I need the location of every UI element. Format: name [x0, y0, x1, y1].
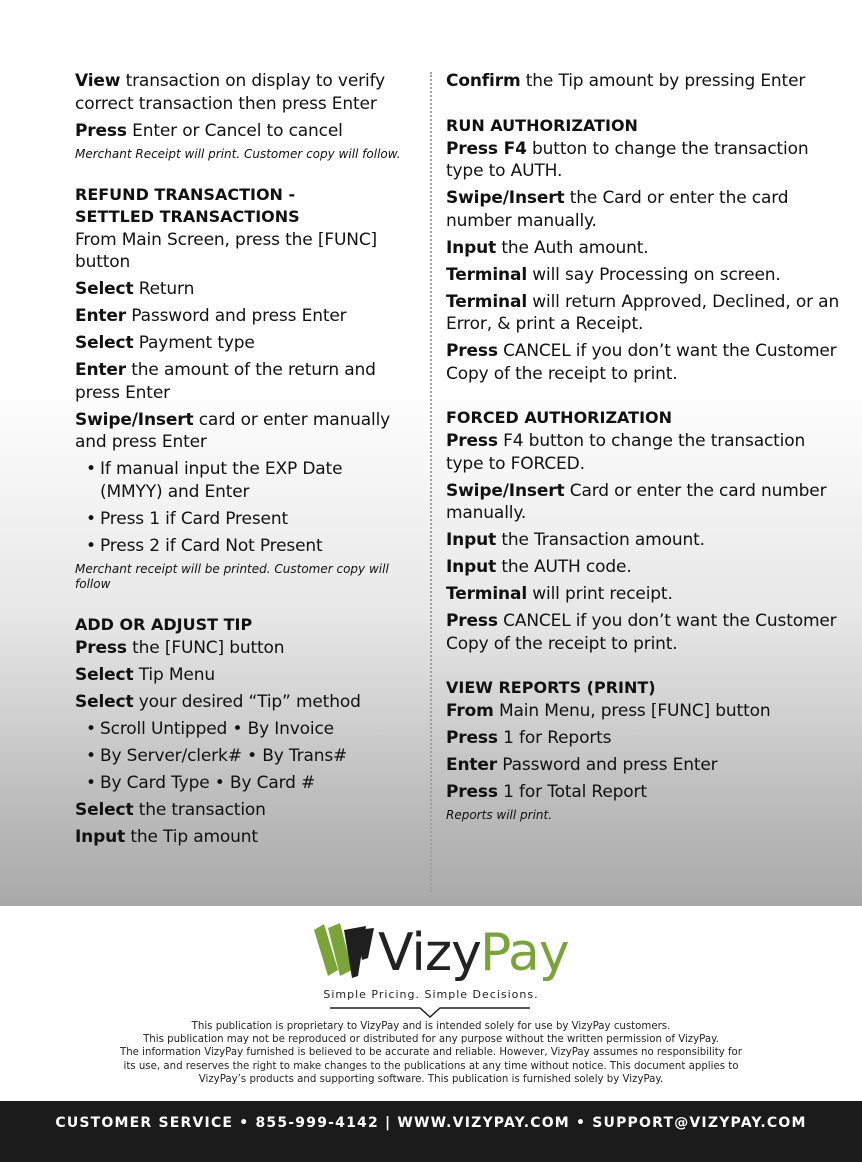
refund-bullet: • If manual input the EXP Date (MMYY) and Enter	[86, 459, 343, 502]
tip-bullet: • By Server/clerk# • By Trans#	[86, 745, 348, 766]
tip-step: Input the Tip amount	[75, 826, 258, 847]
tip-bullet: • Scroll Untipped • By Invoice	[86, 718, 334, 739]
forced-auth-step: Press CANCEL if you don’t want the Customer Copy of the receipt to print.	[446, 611, 837, 654]
run-auth-step: Press F4 button to change the transaction type to AUTH.	[446, 138, 809, 181]
tip-step: Press the [FUNC] button	[75, 637, 285, 658]
contact-info: CUSTOMER SERVICE • 855-999-4142 | WWW.VIZYPAY.COM • SUPPORT@VIZYPAY.COM	[55, 1115, 807, 1131]
legal-notice: This publication is proprietary to VizyPay and is intended solely for use by VizyPay customers. This publication may not be reproduced or distributed for any purpose without the written permission of VizyPay. The information VizyPay furnished is believed to be accurate and reliable. However, VizyPay assumes no responsibility for its use, and reserves the right to make changes to the publications at any time without notice. This document applies to VizyPay’s products and supporting software. This publication is furnished solely by VizyPay.	[120, 1021, 742, 1085]
tagline: Simple Pricing. Simple Decisions.	[323, 988, 539, 1001]
refund-heading: REFUND TRANSACTION - SETTLED TRANSACTIONS	[75, 184, 300, 226]
reports-step: Press 1 for Reports	[446, 728, 612, 748]
tip-step: Select the transaction	[75, 799, 266, 820]
refund-intro: From Main Screen, press the [FUNC] button	[75, 229, 378, 272]
right-column	[446, 70, 841, 827]
refund-step: Enter Password and press Enter	[75, 306, 347, 326]
reports-step: Enter Password and press Enter	[446, 755, 718, 775]
confirm-step: Confirm the Tip amount by pressing Enter	[446, 71, 806, 91]
tip-heading: ADD OR ADJUST TIP	[75, 614, 253, 634]
card-stack-icon	[314, 923, 374, 978]
tip-step: Select Tip Menu	[75, 664, 215, 685]
reports-step: Press 1 for Total Report	[446, 782, 647, 802]
brand-name-pay: Pay	[480, 923, 569, 983]
reports-heading: VIEW REPORTS (PRINT)	[446, 678, 656, 697]
refund-step: Select Payment type	[75, 333, 255, 353]
forced-auth-heading: FORCED AUTHORIZATION	[446, 408, 673, 427]
reports-note: Reports will print.	[446, 808, 553, 822]
forced-auth-step: Swipe/Insert Card or enter the card number manually.	[446, 480, 827, 523]
refund-step: Swipe/Insert card or enter manually and press Enter	[75, 409, 391, 452]
forced-auth-step: Input the Transaction amount.	[446, 530, 705, 550]
run-auth-step: Swipe/Insert the Card or enter the card number manually.	[446, 188, 789, 231]
refund-bullet: • Press 2 if Card Not Present	[86, 535, 323, 556]
view-step: View transaction on display to verify correct transaction then press Enter	[75, 71, 386, 114]
forced-auth-step: Terminal will print receipt.	[446, 584, 673, 604]
left-column	[75, 70, 410, 853]
tip-step: Select your desired “Tip” method	[75, 691, 361, 712]
tip-bullet: • By Card Type • By Card #	[86, 772, 316, 793]
brand-area	[0, 906, 862, 1101]
refund-note: Merchant receipt will be printed. Customer copy will follow	[75, 561, 389, 591]
merchant-receipt-note: Merchant Receipt will print. Customer copy will follow.	[75, 146, 401, 161]
footer-bar	[0, 1101, 862, 1162]
brand-name-vizy: Vizy	[378, 923, 481, 983]
refund-step: Select Return	[75, 279, 195, 299]
forced-auth-step: Press F4 button to change the transaction type to FORCED.	[446, 431, 806, 474]
tagline-divider	[330, 1007, 530, 1019]
run-auth-step: Input the Auth amount.	[446, 237, 649, 258]
run-auth-heading: RUN AUTHORIZATION	[446, 115, 638, 135]
vizypay-logo	[312, 918, 572, 990]
run-auth-step: Terminal will return Approved, Declined, or an Error, & print a Receipt.	[446, 291, 840, 334]
press-cancel-step: Press Enter or Cancel to cancel	[75, 120, 343, 141]
column-divider	[430, 72, 432, 892]
refund-step: Enter the amount of the return and press Enter	[75, 360, 376, 403]
run-auth-step: Terminal will say Processing on screen.	[446, 264, 781, 285]
reports-step: From Main Menu, press [FUNC] button	[446, 701, 771, 721]
run-auth-step: Press CANCEL if you don’t want the Customer Copy of the receipt to print.	[446, 341, 837, 384]
forced-auth-step: Input the AUTH code.	[446, 557, 632, 577]
refund-bullet: • Press 1 if Card Present	[86, 508, 288, 529]
